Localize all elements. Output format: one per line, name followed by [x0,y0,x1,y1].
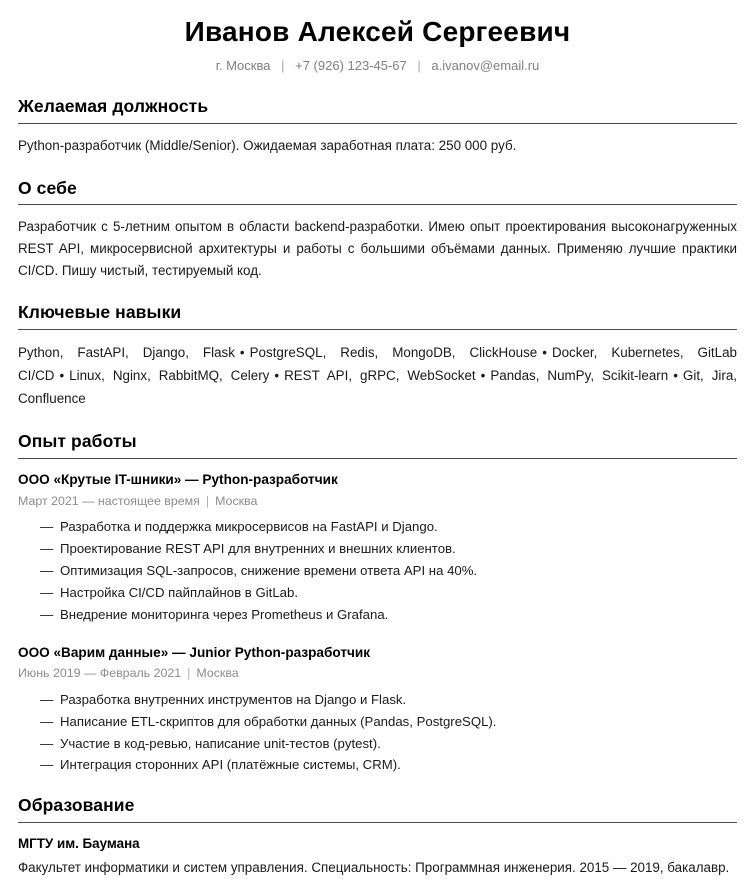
em-dash-bullet-icon: — [40,562,54,578]
job-period: Июнь 2019 — Февраль 2021 [18,666,182,681]
job-duty-text: Внедрение мониторинга через Prometheus и Grafana. [60,606,389,622]
job-title: ООО «Варим данные» — Junior Python-разработчик [18,644,371,660]
section-title-desired-position: Желаемая должность [18,96,209,117]
resume-header [18,14,737,75]
skills-list [18,341,737,410]
job-duty-item [40,538,737,560]
job-duty-item [40,733,737,755]
job-duty-text: Разработка внутренних инструментов на Django и Flask. [60,691,407,707]
skills-separator: • [274,368,280,384]
section-divider [18,822,737,823]
section-education [18,794,737,879]
job-duty-list [18,516,737,626]
skill-group: Python, FastAPI, Django, Flask [18,345,235,361]
skill-group: PostgreSQL, Redis, MongoDB, ClickHouse [249,345,538,361]
job-title: ООО «Крутые IT-шники» — Python-разработчик [18,472,338,488]
job-period: Март 2021 — настоящее время [18,493,200,508]
job-duty-list [18,689,737,777]
job-duty-item [40,604,737,626]
skill-group: Docker, Kubernetes, GitLab CI/CD [18,345,737,384]
section-body-about [18,216,737,281]
job-duty-text: Оптимизация SQL-запросов, снижение времени ответа API на 40%. [60,562,478,578]
skill-group: Git, Jira, Confluence [18,368,737,407]
about-text: Разработчик с 5-летним опытом в области backend-разработки. Имею опыт проектирования высоконагруженных REST API, микросервисной архитектуры и работы с большими объёмами данных. Применяю лучшие практики CI/CD. Пишу чистый, тестируемый код. [18,219,737,278]
job-duty-text: Настройка CI/CD пайплайнов в GitLab. [60,584,298,600]
em-dash-bullet-icon: — [40,541,54,557]
candidate-name: Иванов Алексей Сергеевич [184,16,571,47]
contact-email[interactable]: a.ivanov@email.ru [431,57,540,73]
em-dash-bullet-icon: — [40,735,54,751]
em-dash-bullet-icon: — [40,584,54,600]
em-dash-bullet-icon: — [40,519,54,535]
education-detail: Факультет информатики и систем управления. Специальность: Программная инженерия. 2015 — 2019, бакалавр. [18,860,730,876]
skills-separator: • [59,368,65,384]
section-about [18,177,737,282]
job-duty-text: Интеграция сторонних API (платёжные системы, CRM). [60,757,401,773]
skills-separator: • [673,368,678,384]
contact-phone[interactable]: +7 (926) 123-45-67 [295,57,407,73]
section-title-experience: Опыт работы [18,431,137,452]
section-divider [18,458,737,459]
job-duty-text: Проектирование REST API для внутренних и внешних клиентов. [60,541,456,557]
job-duty-item [40,689,737,711]
skills-separator: • [480,368,486,384]
job-duty-item [40,754,737,776]
section-title-about: О себе [18,177,77,198]
section-title-education: Образование [18,795,135,816]
skills-separator: • [239,345,245,361]
desired-position-text: Python-разработчик (Middle/Senior). Ожидаемая заработная плата: 250 000 руб. [18,137,517,153]
contact-city: г. Москва [215,57,271,73]
section-experience [18,430,737,776]
section-skills [18,301,737,410]
job-meta [18,665,737,682]
contact-separator-1: | [281,57,285,73]
em-dash-bullet-icon: — [40,606,54,622]
education-entry [18,834,737,879]
job-duty-item [40,711,737,733]
job-meta [18,493,737,510]
education-school: МГТУ им. Баумана [18,836,140,852]
job-duty-item [40,560,737,582]
skills-separator: • [542,345,547,361]
section-body-desired-position [18,135,737,157]
job-duty-text: Участие в код-ревью, написание unit-тестов (pytest). [60,735,381,751]
job-duty-item [40,516,737,538]
section-divider [18,123,737,124]
em-dash-bullet-icon: — [40,713,54,729]
job-location: Москва [215,493,258,508]
skill-group: Pandas, NumPy, Scikit-learn [490,368,669,384]
job-duty-text: Разработка и поддержка микросервисов на FastAPI и Django. [60,519,438,535]
skill-group: REST API, gRPC, WebSocket [284,368,476,384]
job-duty-text: Написание ETL-скриптов для обработки данных (Pandas, PostgreSQL). [60,713,497,729]
experience-entry [18,470,737,626]
section-body-education [18,834,737,879]
section-desired-position [18,95,737,156]
section-divider [18,329,737,330]
contact-line [18,57,737,75]
em-dash-bullet-icon: — [40,757,54,773]
em-dash-bullet-icon: — [40,691,54,707]
contact-separator-2: | [417,57,421,73]
skill-group: Linux, Nginx, RabbitMQ, Celery [69,368,270,384]
job-meta-separator: | [187,666,191,681]
experience-entry [18,643,737,777]
job-meta-separator: | [205,493,210,508]
job-location: Москва [196,666,239,681]
section-divider [18,204,737,205]
section-body-skills [18,341,737,410]
section-body-experience [18,470,737,776]
section-title-skills: Ключевые навыки [18,302,182,323]
job-duty-item [40,582,737,604]
